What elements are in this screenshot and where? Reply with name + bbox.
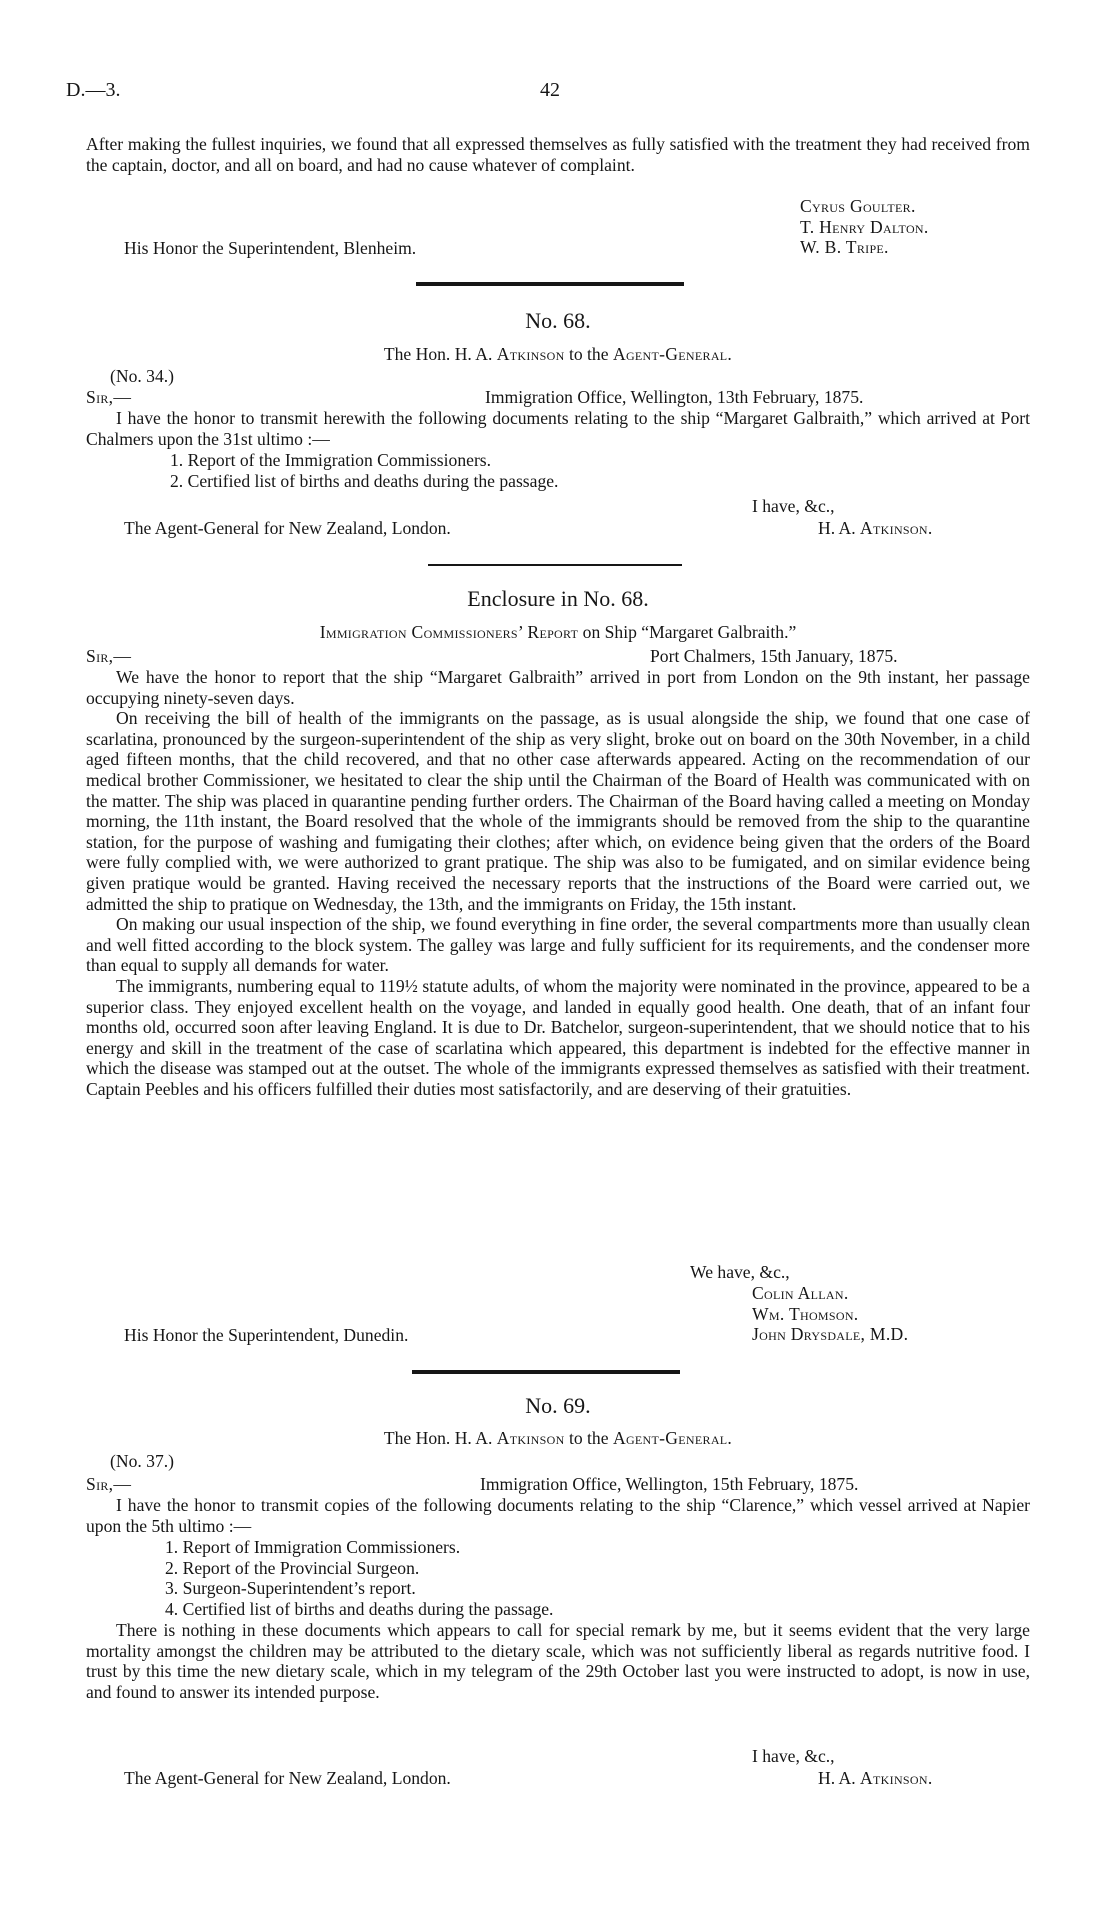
page-number: 42	[540, 79, 560, 101]
enclosure68-paragraph: We have the honor to report that the ship “Margaret Galbraith” arrived in port from London on the 9th instant, her passage occupying ninety-seven days.	[86, 667, 1030, 708]
no69-body	[86, 1495, 1030, 1536]
no69-ref: (No. 37.)	[110, 1451, 175, 1471]
signatory: Colin Allan.	[752, 1283, 849, 1303]
no68-ref: (No. 34.)	[110, 366, 175, 386]
no69-signature: H. A. Atkinson.	[818, 1768, 933, 1788]
list-item: 2. Certified list of births and deaths during the passage.	[170, 470, 559, 491]
signatory: W. B. Tripe.	[800, 237, 889, 258]
document-reference: D.—3.	[66, 79, 121, 101]
enclosure68-title: Enclosure in No. 68.	[467, 586, 649, 611]
no69-addressee: The Agent-General for New Zealand, London.	[124, 1768, 451, 1788]
no68-place-date: Immigration Office, Wellington, 13th February, 1875.	[485, 387, 864, 407]
no68-addressee: The Agent-General for New Zealand, London.	[124, 518, 451, 538]
no68-body	[86, 408, 1030, 449]
no69-title: No. 69.	[525, 1393, 591, 1418]
signatory: Cyrus Goulter.	[800, 196, 916, 216]
no68-from-line: The Hon. H. A. Atkinson to the Agent-General.	[383, 344, 733, 364]
enclosure68-paragraph: On making our usual inspection of the ship, we found everything in fine order, the several compartments more than usually clean and well fitted according to the block system. The galley was large and fully sufficient for its requirements, and the condenser more than equal to supply all demands for water.	[86, 914, 1030, 976]
no68-salutation: Sir,—	[86, 387, 132, 407]
no68-document-list	[170, 450, 558, 491]
no68-signature: H. A. Atkinson.	[818, 518, 933, 538]
no69-closing: I have, &c.,	[752, 1746, 835, 1766]
section-divider	[428, 564, 682, 566]
no69-body-continued	[86, 1620, 1030, 1702]
enclosure68-salutation: Sir,—	[86, 646, 132, 666]
list-item: 2. Report of the Provincial Surgeon.	[165, 1557, 420, 1578]
section-divider	[412, 1370, 680, 1374]
enclosure68-closing: We have, &c.,	[690, 1262, 790, 1282]
enclosure68-paragraph: The immigrants, numbering equal to 119½ statute adults, of whom the majority were nominated in the province, appeared to be a superior class. They enjoyed excellent health on the voyage, and landed in equally good health. One death, that of an infant four months old, occurred soon after leaving England. It is due to Dr. Batchelor, surgeon-superintendent, that we should notice that to his energy and skill in the treatment of the case of scarlatina which appeared, this department is indebted for the effective manner in which the disease was stamped out at the outset. The whole of the immigrants expressed themselves as satisfied with their treatment. Captain Peebles and his officers fulfilled their duties most satisfactorily, and are deserving of their gratuities.	[86, 975, 1030, 1099]
list-item: 1. Report of the Immigration Commissioners.	[170, 450, 492, 470]
no68-title: No. 68.	[525, 308, 591, 333]
list-item: 1. Report of Immigration Commissioners.	[165, 1537, 461, 1557]
prev-addressee: His Honor the Superintendent, Blenheim.	[124, 238, 417, 258]
no69-paragraph: I have the honor to transmit copies of the following documents relating to the ship “Clarence,” which vessel arrived at Napier upon the 5th ultimo :—	[86, 1495, 1030, 1536]
list-item: 3. Surgeon-Superintendent’s report.	[165, 1578, 416, 1599]
no69-from-line: The Hon. H. A. Atkinson to the Agent-General.	[383, 1428, 733, 1448]
enclosure68-paragraph: On receiving the bill of health of the immigrants on the passage, as is usual alongside the ship, we found that one case of scarlatina, pronounced by the surgeon-superintendent of the ship as very slight, broke out on board on the 30th November, in a child aged fifteen months, that the child recovered, and that no other case afterwards appeared. Acting on the recommendation of our medical brother Commissioner, we hesitated to clear the ship until the Chairman of the Board of Health was communicated with on the matter. The ship was placed in quarantine pending further orders. The Chairman of the Board having called a meeting on Monday morning, the 11th instant, the Board resolved that the whole of the immigrants should be removed from the ship to the quarantine station, for the purpose of washing and fumigating their clothes; after which, on evidence being given that the orders of the Board were fully complied with, we were authorized to grant pratique. The ship was also to be fumigated, and on similar evidence being given pratique would be granted. Having received the necessary reports that the instructions of the Board were carried out, we admitted the ship to pratique on Wednesday, the 13th, and the immigrants on Friday, the 15th instant.	[86, 708, 1030, 914]
enclosure68-signatories	[752, 1283, 908, 1345]
no69-salutation: Sir,—	[86, 1474, 132, 1494]
no69-place-date: Immigration Office, Wellington, 15th February, 1875.	[480, 1474, 859, 1494]
no68-paragraph: I have the honor to transmit herewith the following documents relating to the ship “Margaret Galbraith,” which arrived at Port Chalmers upon the 31st ultimo :—	[86, 408, 1030, 449]
signatory: John Drysdale, M.D.	[752, 1324, 909, 1345]
section-divider	[416, 282, 684, 286]
no69-document-list	[165, 1537, 553, 1619]
signatory: Wm. Thomson.	[752, 1303, 859, 1324]
list-item: 4. Certified list of births and deaths during the passage.	[165, 1598, 554, 1619]
enclosure68-subtitle: Immigration Commissioners’ Report on Ship “Margaret Galbraith.”	[319, 622, 797, 642]
prev-letter-paragraph: After making the fullest inquiries, we found that all expressed themselves as fully satisfied with the treatment they had received from the captain, doctor, and all on board, and had no cause whatever of complaint.	[86, 134, 1030, 175]
enclosure68-place-date: Port Chalmers, 15th January, 1875.	[650, 646, 898, 666]
enclosure68-addressee: His Honor the Superintendent, Dunedin.	[124, 1325, 409, 1345]
prev-signatories	[800, 196, 929, 258]
signatory: T. Henry Dalton.	[800, 216, 929, 237]
enclosure68-body	[86, 667, 1030, 1099]
prev-letter-body	[86, 134, 1030, 175]
no68-closing: I have, &c.,	[752, 496, 835, 516]
no69-paragraph: There is nothing in these documents which appears to call for special remark by me, but it seems evident that the very large mortality amongst the children may be attributed to the dietary scale, which was not sufficiently liberal as regards nutritive food. I trust by this time the new dietary scale, which in my telegram of the 29th October last you were instructed to adopt, is now in use, and found to answer its intended purpose.	[86, 1620, 1030, 1702]
